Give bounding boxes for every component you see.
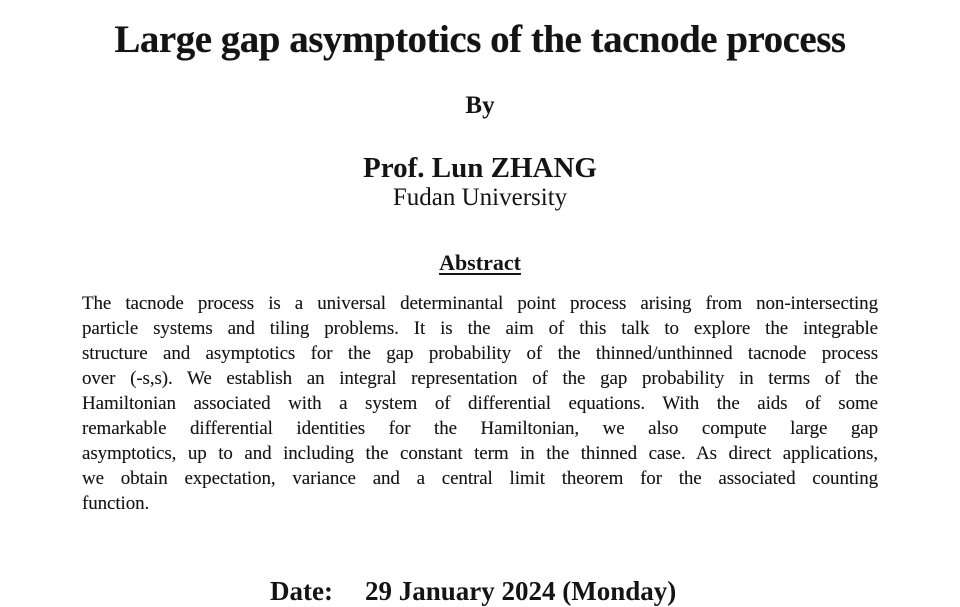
date-row bbox=[270, 576, 676, 607]
speaker-name: Prof. Lun ZHANG bbox=[363, 152, 597, 184]
byline: By bbox=[465, 92, 495, 119]
abstract-heading-text: Abstract bbox=[439, 250, 521, 275]
date-label: Date: bbox=[270, 576, 333, 606]
date-value: 29 January 2024 (Monday) bbox=[364, 576, 677, 606]
abstract-line: asymptotics, up to and including the constant term in the thinned case. As direct applications, bbox=[82, 443, 878, 464]
abstract-line: particle systems and tiling problems. It is the aim of this talk to explore the integrable bbox=[82, 318, 878, 339]
abstract-paragraph bbox=[82, 291, 878, 516]
abstract-line: Hamiltonian associated with a system of differential equations. With the aids of some bbox=[82, 393, 878, 414]
abstract-line: we obtain expectation, variance and a central limit theorem for the associated counting bbox=[82, 468, 878, 489]
abstract-line-last: function. bbox=[82, 493, 150, 514]
abstract-line: over (-s,s). We establish an integral representation of the gap probability in terms of the bbox=[82, 368, 878, 389]
speaker-affiliation: Fudan University bbox=[392, 184, 568, 211]
abstract-line: structure and asymptotics for the gap probability of the thinned/unthinned tacnode process bbox=[82, 343, 878, 364]
abstract-line: remarkable differential identities for the Hamiltonian, we also compute large gap bbox=[82, 418, 878, 439]
abstract-heading bbox=[0, 250, 960, 276]
abstract-line: The tacnode process is a universal determinantal point process arising from non-intersecting bbox=[82, 293, 878, 314]
talk-title: Large gap asymptotics of the tacnode process bbox=[114, 18, 846, 61]
